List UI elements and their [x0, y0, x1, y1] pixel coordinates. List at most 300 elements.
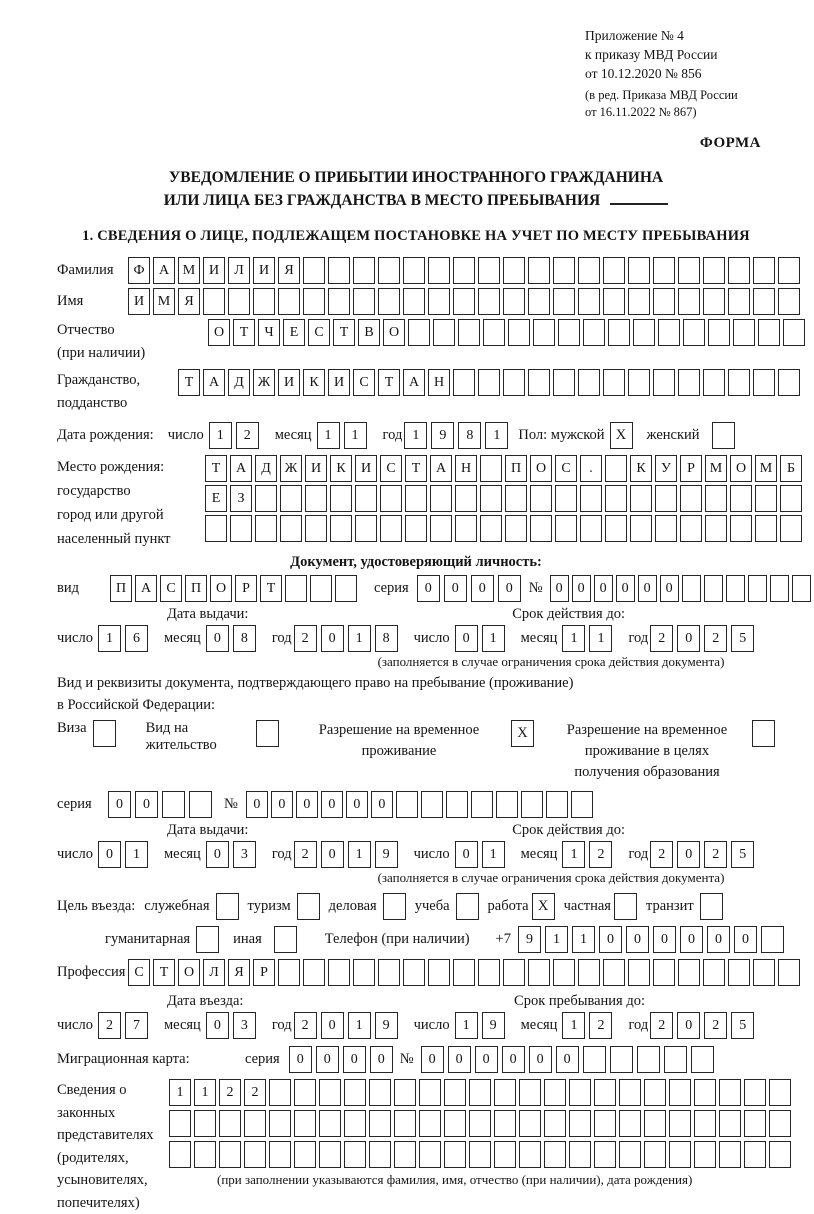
purpose-tourism-checkbox[interactable] — [297, 893, 320, 920]
char-box[interactable] — [344, 1110, 366, 1137]
char-box[interactable] — [528, 959, 550, 986]
char-box[interactable] — [603, 257, 625, 284]
char-box[interactable]: 1 — [572, 926, 595, 953]
char-box[interactable] — [553, 288, 575, 315]
char-box[interactable] — [205, 515, 227, 542]
char-box[interactable]: 1 — [125, 841, 148, 868]
char-box[interactable] — [778, 369, 800, 396]
char-box[interactable] — [330, 485, 352, 512]
char-box[interactable]: 0 — [206, 625, 229, 652]
char-box[interactable] — [644, 1079, 666, 1106]
purpose-work-checkbox[interactable]: X — [532, 893, 555, 920]
char-box[interactable] — [344, 1141, 366, 1168]
char-box[interactable] — [430, 515, 452, 542]
char-box[interactable] — [405, 485, 427, 512]
char-box[interactable] — [278, 288, 300, 315]
char-box[interactable] — [644, 1141, 666, 1168]
char-box[interactable] — [428, 288, 450, 315]
char-box[interactable]: 0 — [246, 791, 268, 818]
char-box[interactable] — [664, 1046, 687, 1073]
char-box[interactable]: Т — [153, 959, 175, 986]
char-box[interactable] — [628, 257, 650, 284]
char-box[interactable] — [353, 959, 375, 986]
char-box[interactable]: Д — [228, 369, 250, 396]
char-box[interactable] — [558, 319, 580, 346]
char-box[interactable] — [705, 485, 727, 512]
char-box[interactable] — [705, 515, 727, 542]
char-box[interactable] — [528, 288, 550, 315]
char-box[interactable]: 0 — [343, 1046, 366, 1073]
char-box[interactable]: 0 — [734, 926, 757, 953]
char-box[interactable]: 0 — [599, 926, 622, 953]
char-box[interactable] — [719, 1141, 741, 1168]
char-box[interactable] — [753, 288, 775, 315]
char-box[interactable] — [792, 575, 811, 602]
char-box[interactable]: Т — [405, 455, 427, 482]
char-box[interactable]: 1 — [209, 422, 232, 449]
char-box[interactable]: Т — [205, 455, 227, 482]
char-box[interactable] — [608, 319, 630, 346]
char-box[interactable] — [603, 959, 625, 986]
char-box[interactable] — [730, 515, 752, 542]
char-box[interactable]: 2 — [294, 841, 317, 868]
char-box[interactable] — [678, 369, 700, 396]
char-box[interactable] — [619, 1141, 641, 1168]
char-box[interactable] — [578, 288, 600, 315]
char-box[interactable] — [603, 288, 625, 315]
char-box[interactable] — [605, 485, 627, 512]
char-box[interactable]: 0 — [550, 575, 569, 602]
char-box[interactable] — [253, 288, 275, 315]
char-box[interactable] — [728, 959, 750, 986]
char-box[interactable]: 2 — [650, 1012, 673, 1039]
char-box[interactable] — [483, 319, 505, 346]
char-box[interactable]: 0 — [271, 791, 293, 818]
char-box[interactable]: 3 — [233, 1012, 256, 1039]
char-box[interactable] — [769, 1110, 791, 1137]
char-box[interactable] — [408, 319, 430, 346]
residence-permit-checkbox[interactable] — [256, 720, 279, 747]
char-box[interactable]: 6 — [125, 625, 148, 652]
char-box[interactable] — [521, 791, 543, 818]
char-box[interactable] — [628, 369, 650, 396]
char-box[interactable]: И — [128, 288, 150, 315]
char-box[interactable]: 0 — [289, 1046, 312, 1073]
char-box[interactable]: 0 — [206, 841, 229, 868]
char-box[interactable]: 9 — [518, 926, 541, 953]
char-box[interactable]: 0 — [677, 625, 700, 652]
char-box[interactable]: 0 — [371, 791, 393, 818]
char-box[interactable] — [480, 455, 502, 482]
char-box[interactable] — [369, 1141, 391, 1168]
char-box[interactable]: О — [210, 575, 232, 602]
char-box[interactable] — [294, 1141, 316, 1168]
purpose-business-checkbox[interactable] — [383, 893, 406, 920]
char-box[interactable] — [480, 515, 502, 542]
char-box[interactable]: 8 — [233, 625, 256, 652]
char-box[interactable]: 1 — [482, 841, 505, 868]
char-box[interactable] — [719, 1110, 741, 1137]
char-box[interactable] — [628, 288, 650, 315]
char-box[interactable]: 5 — [731, 1012, 754, 1039]
char-box[interactable] — [594, 1141, 616, 1168]
char-box[interactable] — [669, 1079, 691, 1106]
char-box[interactable] — [503, 257, 525, 284]
char-box[interactable] — [355, 485, 377, 512]
char-box[interactable] — [748, 575, 767, 602]
char-box[interactable]: 0 — [316, 1046, 339, 1073]
char-box[interactable] — [630, 515, 652, 542]
char-box[interactable] — [755, 515, 777, 542]
char-box[interactable] — [469, 1110, 491, 1137]
char-box[interactable]: 7 — [125, 1012, 148, 1039]
char-box[interactable] — [285, 575, 307, 602]
char-box[interactable] — [455, 485, 477, 512]
char-box[interactable] — [453, 369, 475, 396]
char-box[interactable]: А — [230, 455, 252, 482]
char-box[interactable]: Т — [333, 319, 355, 346]
char-box[interactable] — [310, 575, 332, 602]
char-box[interactable]: Л — [228, 257, 250, 284]
char-box[interactable] — [555, 515, 577, 542]
char-box[interactable] — [683, 319, 705, 346]
char-box[interactable] — [769, 1141, 791, 1168]
char-box[interactable] — [778, 257, 800, 284]
char-box[interactable]: 0 — [296, 791, 318, 818]
char-box[interactable]: 2 — [219, 1079, 241, 1106]
char-box[interactable] — [778, 959, 800, 986]
char-box[interactable]: К — [630, 455, 652, 482]
char-box[interactable]: Т — [233, 319, 255, 346]
char-box[interactable] — [378, 959, 400, 986]
char-box[interactable]: 0 — [448, 1046, 471, 1073]
char-box[interactable] — [403, 257, 425, 284]
char-box[interactable] — [478, 369, 500, 396]
char-box[interactable] — [653, 959, 675, 986]
char-box[interactable]: 0 — [660, 575, 679, 602]
char-box[interactable]: И — [203, 257, 225, 284]
char-box[interactable]: Я — [228, 959, 250, 986]
char-box[interactable] — [319, 1110, 341, 1137]
char-box[interactable]: 9 — [375, 841, 398, 868]
char-box[interactable]: 0 — [444, 575, 467, 602]
char-box[interactable] — [569, 1141, 591, 1168]
char-box[interactable]: 0 — [572, 575, 591, 602]
char-box[interactable] — [280, 515, 302, 542]
char-box[interactable] — [703, 959, 725, 986]
char-box[interactable]: 1 — [348, 625, 371, 652]
char-box[interactable]: 1 — [317, 422, 340, 449]
char-box[interactable]: 0 — [638, 575, 657, 602]
temp-residence-education-checkbox[interactable] — [752, 720, 775, 747]
char-box[interactable] — [378, 257, 400, 284]
char-box[interactable]: П — [185, 575, 207, 602]
char-box[interactable] — [294, 1110, 316, 1137]
char-box[interactable] — [446, 791, 468, 818]
char-box[interactable] — [505, 485, 527, 512]
char-box[interactable] — [503, 959, 525, 986]
char-box[interactable]: 1 — [348, 1012, 371, 1039]
char-box[interactable] — [428, 959, 450, 986]
char-box[interactable] — [453, 288, 475, 315]
purpose-official-checkbox[interactable] — [216, 893, 239, 920]
char-box[interactable]: 2 — [704, 625, 727, 652]
char-box[interactable] — [505, 515, 527, 542]
char-box[interactable]: К — [303, 369, 325, 396]
char-box[interactable]: 2 — [294, 1012, 317, 1039]
char-box[interactable] — [480, 485, 502, 512]
char-box[interactable] — [783, 319, 805, 346]
char-box[interactable] — [744, 1110, 766, 1137]
char-box[interactable] — [469, 1141, 491, 1168]
char-box[interactable] — [303, 257, 325, 284]
char-box[interactable]: 2 — [650, 841, 673, 868]
char-box[interactable] — [744, 1079, 766, 1106]
char-box[interactable]: А — [135, 575, 157, 602]
char-box[interactable]: 3 — [233, 841, 256, 868]
char-box[interactable]: 1 — [455, 1012, 478, 1039]
char-box[interactable] — [733, 319, 755, 346]
char-box[interactable] — [355, 515, 377, 542]
char-box[interactable] — [703, 369, 725, 396]
char-box[interactable] — [694, 1141, 716, 1168]
char-box[interactable] — [580, 485, 602, 512]
char-box[interactable] — [619, 1079, 641, 1106]
char-box[interactable]: . — [580, 455, 602, 482]
char-box[interactable] — [571, 791, 593, 818]
char-box[interactable]: И — [305, 455, 327, 482]
char-box[interactable] — [633, 319, 655, 346]
char-box[interactable]: О — [383, 319, 405, 346]
char-box[interactable]: 1 — [169, 1079, 191, 1106]
char-box[interactable] — [583, 1046, 606, 1073]
char-box[interactable]: 5 — [731, 625, 754, 652]
char-box[interactable] — [380, 485, 402, 512]
char-box[interactable] — [691, 1046, 714, 1073]
char-box[interactable] — [353, 257, 375, 284]
char-box[interactable] — [658, 319, 680, 346]
char-box[interactable]: 0 — [455, 841, 478, 868]
char-box[interactable]: 2 — [589, 841, 612, 868]
purpose-transit-checkbox[interactable] — [700, 893, 723, 920]
char-box[interactable] — [594, 1079, 616, 1106]
char-box[interactable] — [610, 1046, 633, 1073]
char-box[interactable]: Д — [255, 455, 277, 482]
char-box[interactable]: 2 — [704, 841, 727, 868]
char-box[interactable] — [753, 959, 775, 986]
char-box[interactable]: 2 — [236, 422, 259, 449]
char-box[interactable]: 0 — [616, 575, 635, 602]
char-box[interactable]: М — [153, 288, 175, 315]
char-box[interactable] — [194, 1110, 216, 1137]
char-box[interactable] — [305, 515, 327, 542]
char-box[interactable]: М — [705, 455, 727, 482]
char-box[interactable] — [503, 369, 525, 396]
char-box[interactable]: Ж — [253, 369, 275, 396]
char-box[interactable]: И — [278, 369, 300, 396]
char-box[interactable] — [578, 369, 600, 396]
char-box[interactable] — [594, 1110, 616, 1137]
char-box[interactable] — [761, 926, 784, 953]
char-box[interactable] — [396, 791, 418, 818]
char-box[interactable] — [655, 515, 677, 542]
char-box[interactable] — [653, 369, 675, 396]
char-box[interactable] — [305, 485, 327, 512]
char-box[interactable]: С — [555, 455, 577, 482]
char-box[interactable] — [419, 1110, 441, 1137]
char-box[interactable] — [380, 515, 402, 542]
char-box[interactable]: 1 — [348, 841, 371, 868]
char-box[interactable] — [433, 319, 455, 346]
char-box[interactable] — [294, 1079, 316, 1106]
char-box[interactable]: 0 — [677, 841, 700, 868]
char-box[interactable] — [508, 319, 530, 346]
char-box[interactable]: 1 — [344, 422, 367, 449]
char-box[interactable]: Р — [680, 455, 702, 482]
char-box[interactable] — [519, 1141, 541, 1168]
char-box[interactable] — [169, 1141, 191, 1168]
char-box[interactable] — [770, 575, 789, 602]
char-box[interactable]: 8 — [458, 422, 481, 449]
char-box[interactable]: Ж — [280, 455, 302, 482]
char-box[interactable] — [755, 485, 777, 512]
char-box[interactable] — [694, 1110, 716, 1137]
char-box[interactable] — [403, 959, 425, 986]
char-box[interactable] — [469, 1079, 491, 1106]
char-box[interactable] — [569, 1110, 591, 1137]
char-box[interactable]: Л — [203, 959, 225, 986]
char-box[interactable] — [628, 959, 650, 986]
char-box[interactable]: 0 — [677, 1012, 700, 1039]
char-box[interactable] — [753, 369, 775, 396]
char-box[interactable] — [428, 257, 450, 284]
char-box[interactable]: 0 — [594, 575, 613, 602]
char-box[interactable] — [653, 257, 675, 284]
char-box[interactable] — [546, 791, 568, 818]
char-box[interactable]: 1 — [562, 841, 585, 868]
char-box[interactable] — [328, 257, 350, 284]
char-box[interactable] — [453, 257, 475, 284]
char-box[interactable] — [580, 515, 602, 542]
char-box[interactable]: 0 — [556, 1046, 579, 1073]
char-box[interactable] — [780, 485, 802, 512]
char-box[interactable]: 0 — [455, 625, 478, 652]
char-box[interactable]: 2 — [704, 1012, 727, 1039]
char-box[interactable] — [494, 1079, 516, 1106]
char-box[interactable]: 0 — [421, 1046, 444, 1073]
char-box[interactable] — [494, 1110, 516, 1137]
char-box[interactable] — [335, 575, 357, 602]
char-box[interactable] — [405, 515, 427, 542]
char-box[interactable] — [603, 369, 625, 396]
char-box[interactable] — [419, 1079, 441, 1106]
char-box[interactable] — [669, 1141, 691, 1168]
char-box[interactable] — [708, 319, 730, 346]
char-box[interactable] — [496, 791, 518, 818]
char-box[interactable]: 1 — [485, 422, 508, 449]
char-box[interactable] — [303, 959, 325, 986]
char-box[interactable]: Я — [178, 288, 200, 315]
char-box[interactable]: П — [110, 575, 132, 602]
char-box[interactable] — [278, 959, 300, 986]
char-box[interactable]: Т — [260, 575, 282, 602]
char-box[interactable] — [653, 288, 675, 315]
char-box[interactable] — [569, 1079, 591, 1106]
char-box[interactable]: 2 — [294, 625, 317, 652]
char-box[interactable] — [458, 319, 480, 346]
char-box[interactable] — [444, 1079, 466, 1106]
char-box[interactable]: 0 — [471, 575, 494, 602]
char-box[interactable]: У — [655, 455, 677, 482]
char-box[interactable]: 0 — [135, 791, 158, 818]
char-box[interactable] — [230, 515, 252, 542]
char-box[interactable] — [419, 1141, 441, 1168]
char-box[interactable]: 9 — [375, 1012, 398, 1039]
char-box[interactable]: 0 — [626, 926, 649, 953]
char-box[interactable]: Т — [378, 369, 400, 396]
char-box[interactable]: З — [230, 485, 252, 512]
char-box[interactable]: 0 — [417, 575, 440, 602]
char-box[interactable] — [330, 515, 352, 542]
char-box[interactable] — [269, 1141, 291, 1168]
char-box[interactable] — [394, 1079, 416, 1106]
char-box[interactable] — [758, 319, 780, 346]
sex-male-checkbox[interactable]: X — [610, 422, 633, 449]
char-box[interactable]: 1 — [589, 625, 612, 652]
char-box[interactable]: 0 — [321, 625, 344, 652]
char-box[interactable] — [344, 1079, 366, 1106]
char-box[interactable]: Н — [455, 455, 477, 482]
char-box[interactable]: А — [430, 455, 452, 482]
char-box[interactable]: 9 — [431, 422, 454, 449]
char-box[interactable]: И — [355, 455, 377, 482]
char-box[interactable] — [769, 1079, 791, 1106]
char-box[interactable] — [244, 1110, 266, 1137]
char-box[interactable] — [637, 1046, 660, 1073]
char-box[interactable] — [655, 485, 677, 512]
char-box[interactable]: А — [203, 369, 225, 396]
char-box[interactable] — [728, 288, 750, 315]
char-box[interactable]: 0 — [498, 575, 521, 602]
char-box[interactable]: 2 — [650, 625, 673, 652]
temp-residence-checkbox[interactable]: X — [511, 720, 534, 747]
char-box[interactable] — [528, 369, 550, 396]
char-box[interactable]: 2 — [98, 1012, 121, 1039]
purpose-humanitarian-checkbox[interactable] — [196, 926, 219, 953]
char-box[interactable] — [583, 319, 605, 346]
char-box[interactable] — [528, 257, 550, 284]
char-box[interactable] — [269, 1110, 291, 1137]
char-box[interactable] — [753, 257, 775, 284]
char-box[interactable] — [269, 1079, 291, 1106]
char-box[interactable] — [669, 1110, 691, 1137]
char-box[interactable] — [680, 485, 702, 512]
char-box[interactable] — [726, 575, 745, 602]
purpose-private-checkbox[interactable] — [614, 893, 637, 920]
char-box[interactable]: О — [208, 319, 230, 346]
char-box[interactable] — [455, 515, 477, 542]
char-box[interactable] — [619, 1110, 641, 1137]
char-box[interactable] — [578, 959, 600, 986]
char-box[interactable] — [630, 485, 652, 512]
char-box[interactable] — [219, 1110, 241, 1137]
char-box[interactable]: И — [328, 369, 350, 396]
char-box[interactable] — [430, 485, 452, 512]
char-box[interactable] — [544, 1110, 566, 1137]
char-box[interactable]: 0 — [529, 1046, 552, 1073]
char-box[interactable] — [244, 1141, 266, 1168]
char-box[interactable]: 0 — [98, 841, 121, 868]
